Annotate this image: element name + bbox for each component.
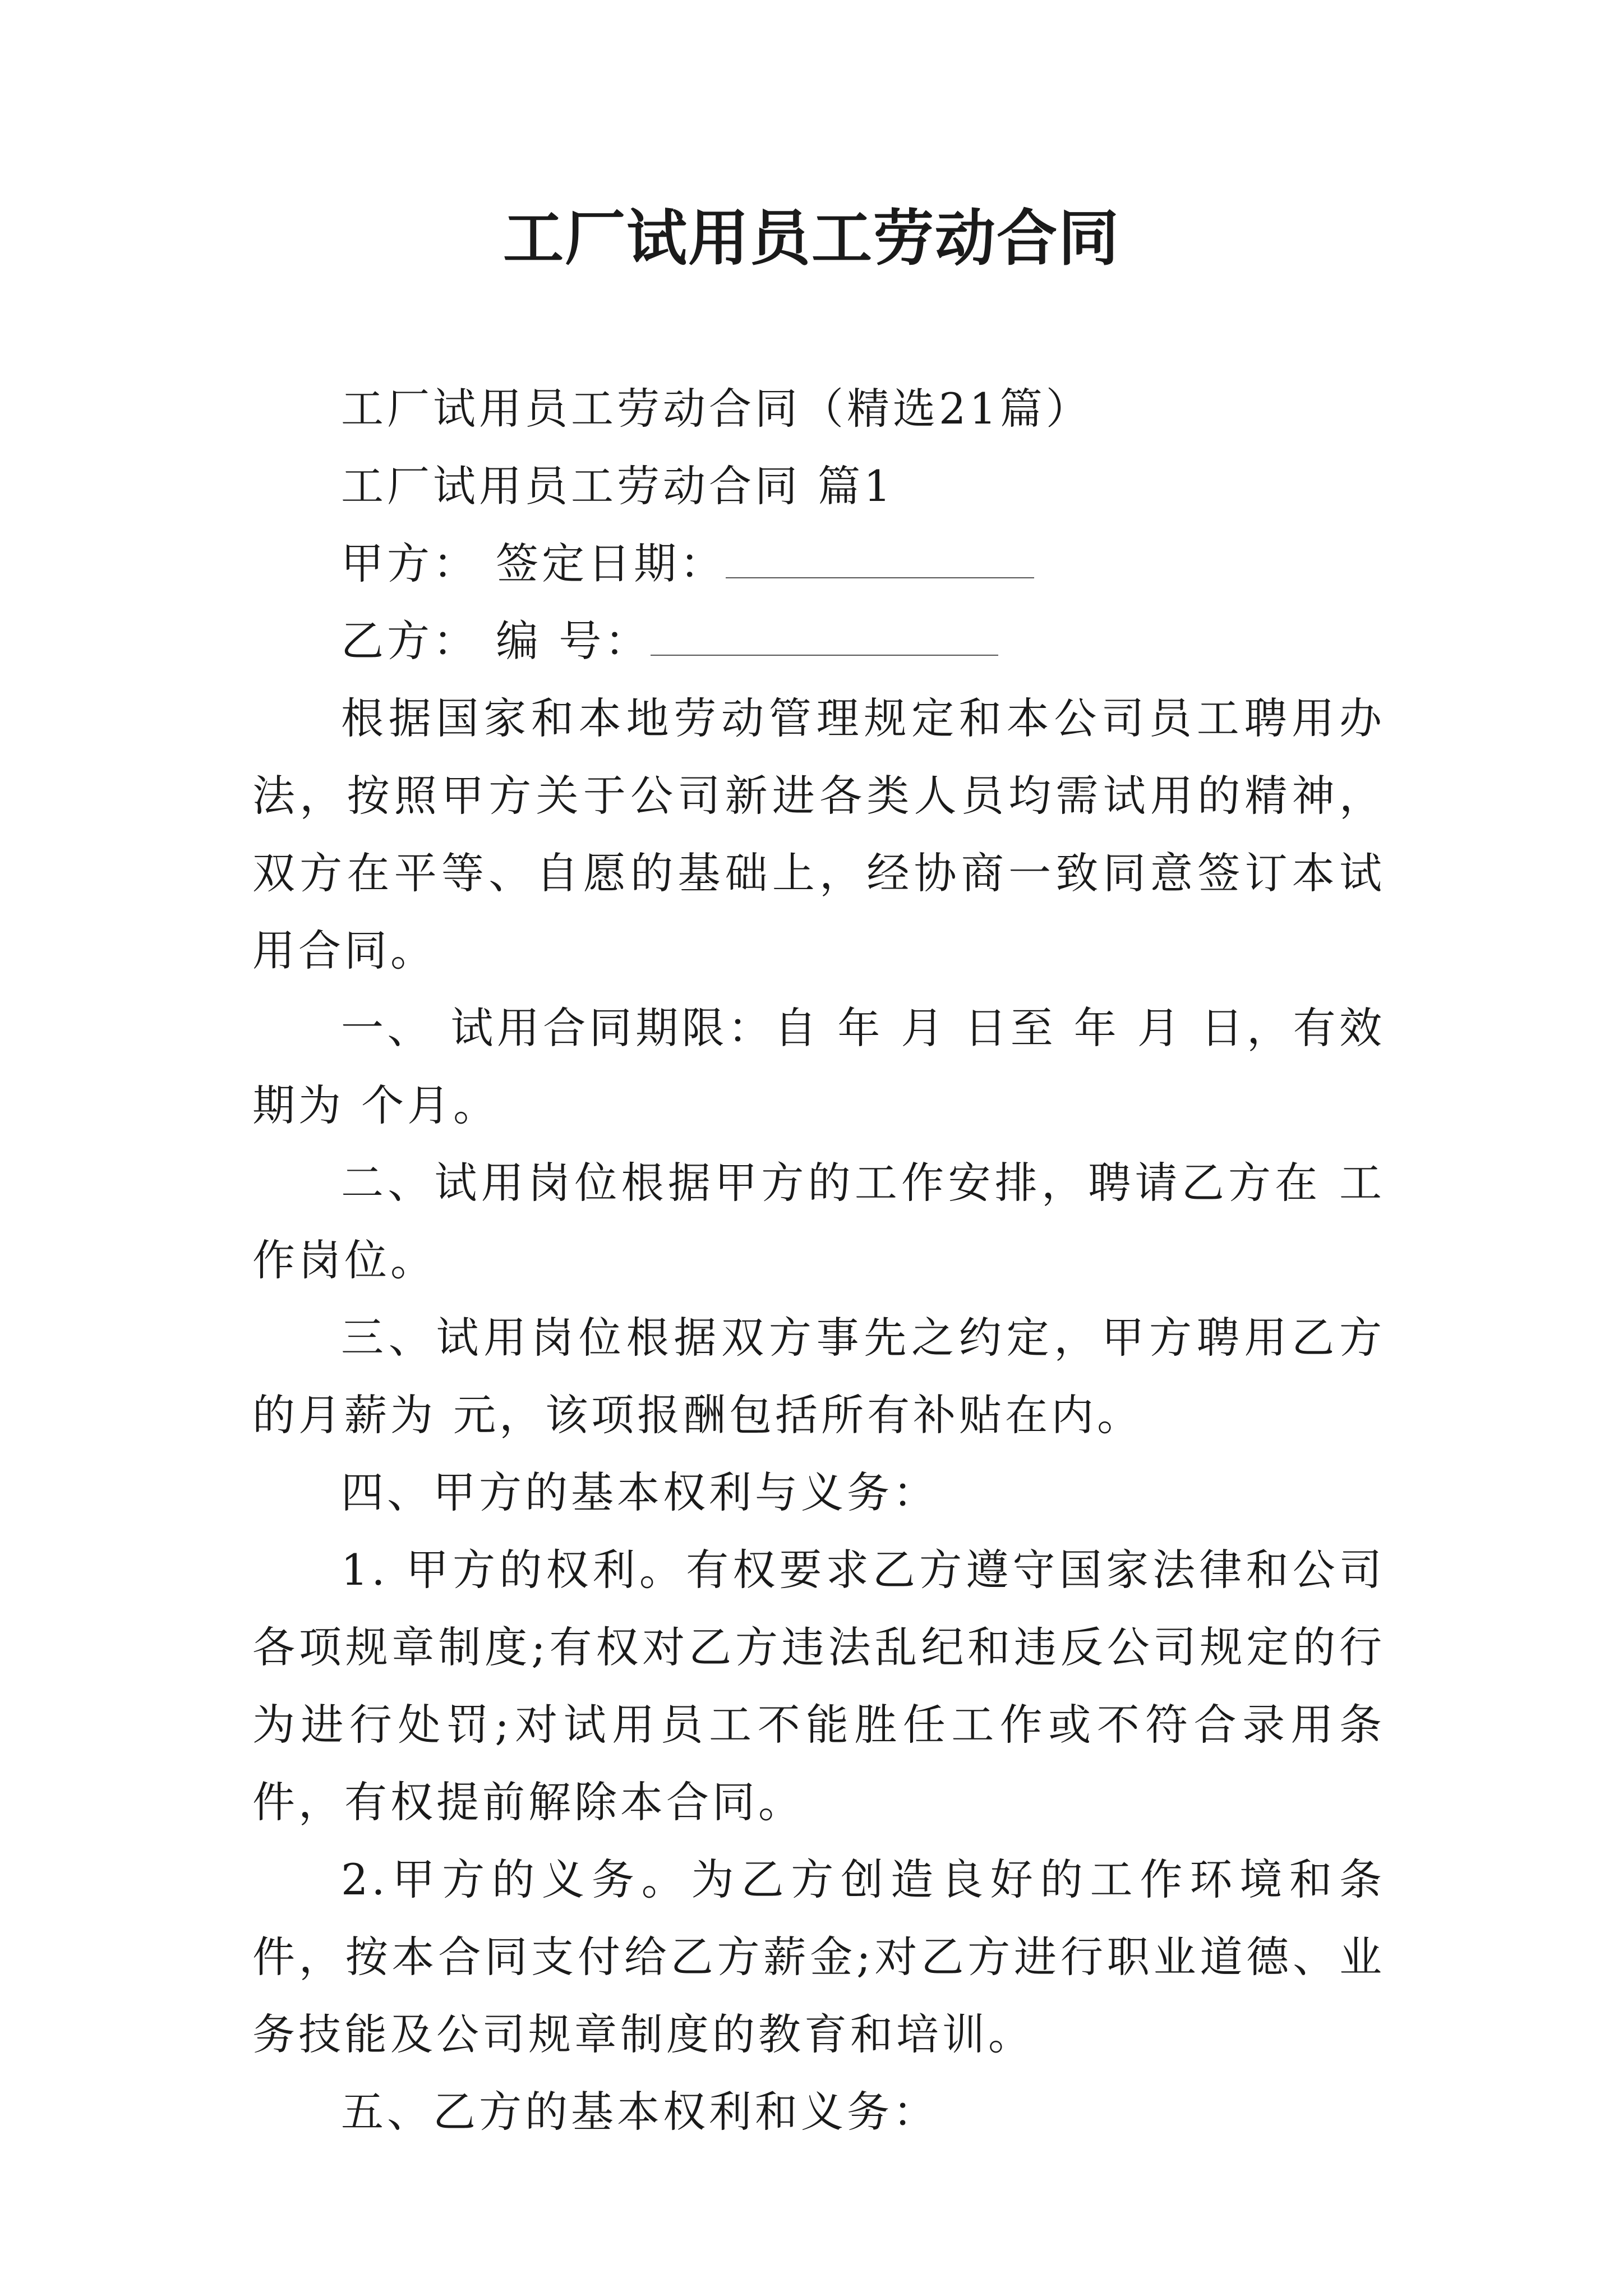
paragraph-clause-1: 一、 试用合同期限：自 年 月 日至 年 月 日，有效期为 个月。	[252, 1003, 1385, 1130]
paragraph-clause-4-1: 1. 甲方的权利。有权要求乙方遵守国家法律和公司各项规章制度;有权对乙方违法乱纪和违反公司规定的行为进行处罚;对试用员工不能胜任工作或不符合录用条件，有权提前解除本合同。	[252, 1545, 1385, 1827]
document-body	[252, 370, 1385, 2151]
paragraph-clause-4: 四、甲方的基本权利与义务：	[341, 1467, 939, 1517]
party-b-line	[252, 602, 1385, 680]
document-title: 工厂试用员工劳动合同	[502, 203, 1120, 274]
paragraph-clause-3: 三、试用岗位根据双方事先之约定，甲方聘用乙方的月薪为 元，该项报酬包括所有补贴在内。	[252, 1313, 1385, 1440]
paragraph-clause-4-2: 2.甲方的义务。为乙方创造良好的工作环境和条件，按本合同支付给乙方薪金;对乙方进行职业道德、业务技能及公司规章制度的教育和培训。	[252, 1855, 1385, 2059]
section-heading: 工厂试用员工劳动合同 篇1	[341, 461, 895, 511]
paragraph-clause-2: 二、试用岗位根据甲方的工作安排，聘请乙方在 工作岗位。	[252, 1158, 1385, 1285]
party-a-line	[252, 525, 1385, 602]
document-subtitle: 工厂试用员工劳动合同（精选21篇）	[341, 384, 1092, 434]
sign-date-blank	[726, 532, 1034, 578]
paragraph-clause-5: 五、乙方的基本权利和义务：	[341, 2087, 939, 2137]
party-b-label: 乙方： 编 号：	[341, 616, 651, 666]
party-a-label: 甲方： 签定日期：	[341, 539, 726, 588]
contract-number-blank	[651, 610, 998, 656]
paragraph-preamble: 根据国家和本地劳动管理规定和本公司员工聘用办法，按照甲方关于公司新进各类人员均需试用的精神，双方在平等、自愿的基础上，经协商一致同意签订本试用合同。	[252, 693, 1385, 976]
